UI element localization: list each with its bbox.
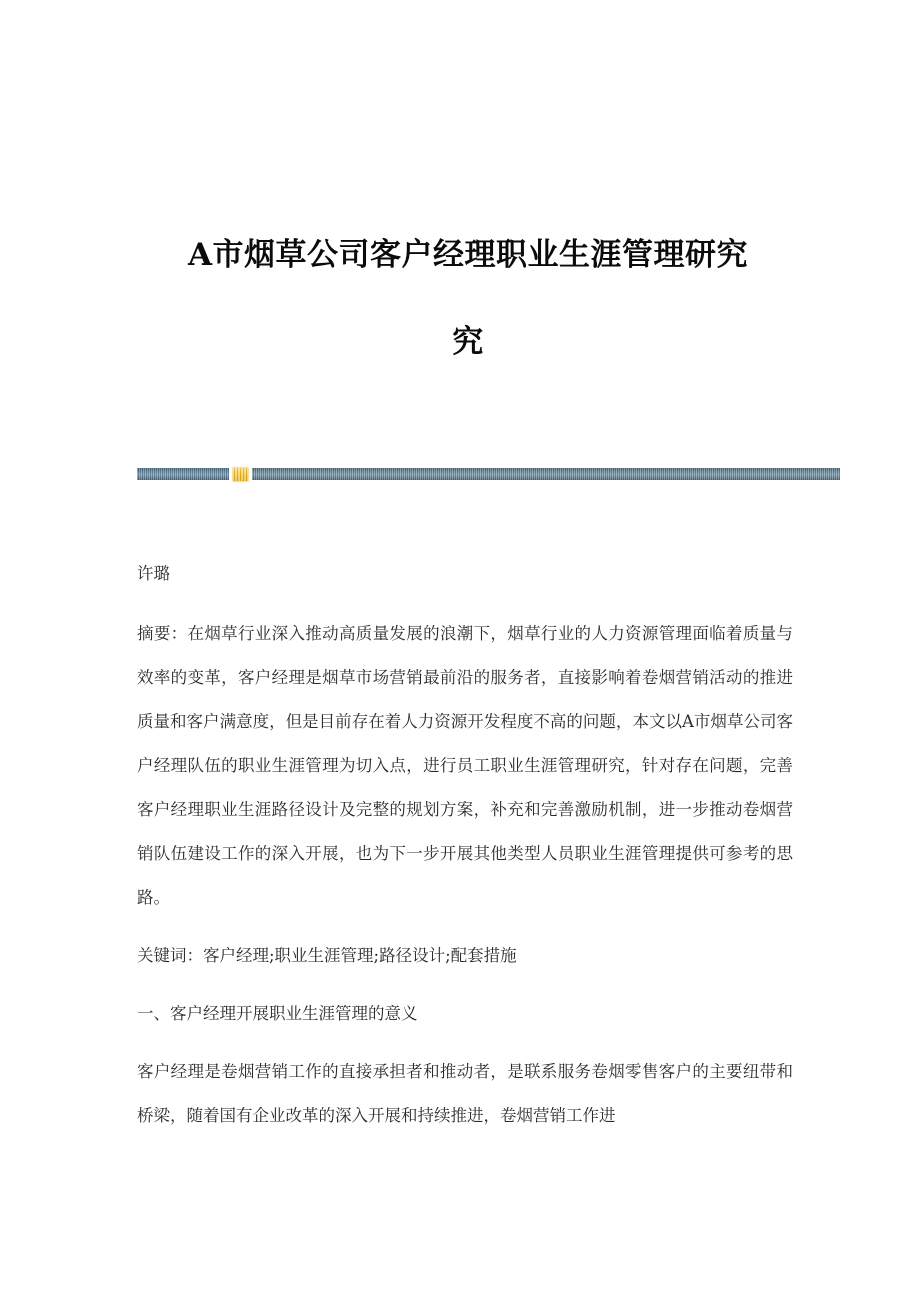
abstract-paragraph: 摘要：在烟草行业深入推动高质量发展的浪潮下，烟草行业的人力资源管理面临着质量与效率的变革，客户经理是烟草市场营销最前沿的服务者，直接影响着卷烟营销活动的推进质量和客户满意度，但是目前存在着人力资源开发程度不高的问题，本文以A市烟草公司客户经理队伍的职业生涯管理为切入点，进行员工职业生涯管理研究，针对存在问题，完善客户经理职业生涯路径设计及完整的规划方案，补充和完善激励机制，进一步推动卷烟营销队伍建设工作的深入开展，也为下一步开展其他类型人员职业生涯管理提供可参考的思路。 (137, 624, 793, 907)
decorative-divider (137, 468, 840, 480)
section-heading: 一、客户经理开展职业生涯管理的意义 (137, 1004, 418, 1023)
keywords-line: 关键词：客户经理;职业生涯管理;路径设计;配套措施 (137, 946, 517, 965)
page-title (140, 212, 796, 386)
page-title-line-1: A市烟草公司客户经理职业生涯管理研究 (187, 237, 749, 273)
divider-segment-right (252, 468, 840, 480)
divider-segment-left (137, 468, 229, 480)
page-title-line-2: 究 (452, 324, 484, 360)
body-paragraph: 客户经理是卷烟营销工作的直接承担者和推动者，是联系服务卷烟零售客户的主要纽带和桥梁，随着国有企业改革的深入开展和持续推进，卷烟营销工作进 (137, 1062, 793, 1125)
document-body (137, 552, 793, 1138)
gold-square-ornament-icon (233, 468, 248, 481)
author-name: 许璐 (137, 564, 170, 583)
